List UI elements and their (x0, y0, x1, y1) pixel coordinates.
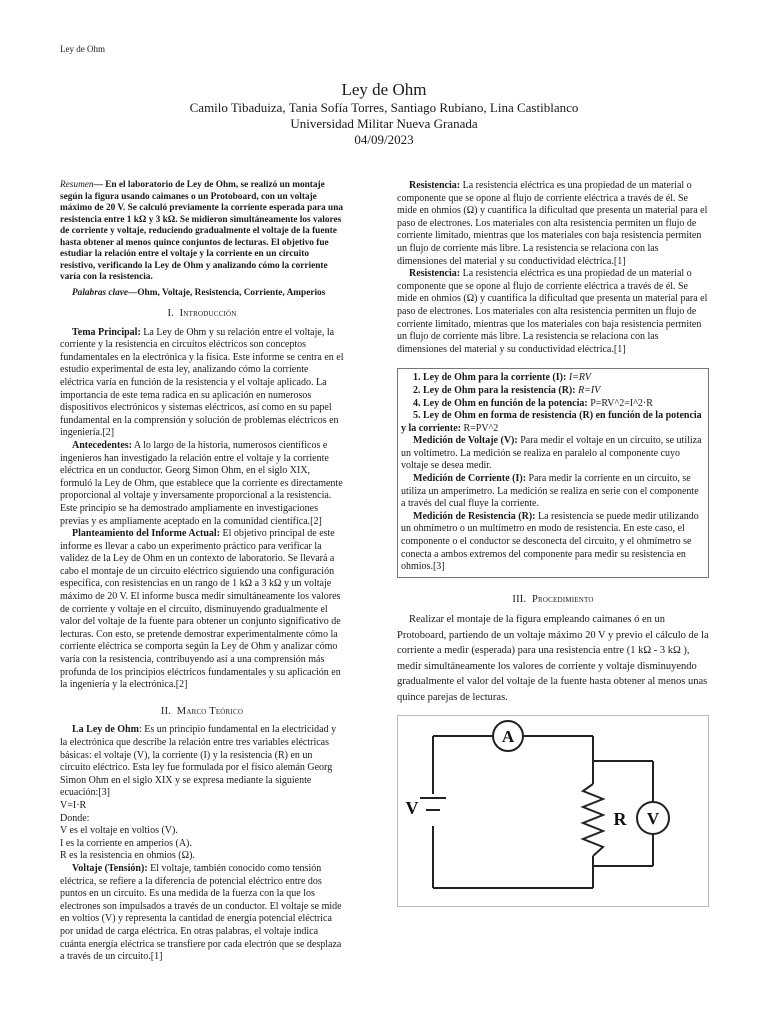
formula-4 (401, 410, 705, 435)
ammeter-label: A (501, 727, 515, 747)
formula-3 (401, 398, 705, 411)
formula-label: 2. Ley de Ohm para la resistencia (R): (413, 384, 576, 396)
paragraph-label: La Ley de Ohm (72, 724, 139, 736)
formula-value: P=RV^2=I^2·R (587, 397, 653, 409)
measurement-text: La resistencia se puede medir utilizando un ohmímetro o un multímetro en modo de resistencia. En este caso, el componente o el conductor se desconecta del circuito, y el ohmímetro se conecta a ambos extremos del componente para medir su resistencia en ohmios.[3] (401, 510, 699, 573)
right-column (397, 180, 709, 907)
section-number: III. (512, 593, 527, 605)
keywords-label: Palabras clave (72, 287, 129, 298)
i-definition: I es la corriente en amperios (A). (60, 837, 192, 849)
title-block (0, 80, 768, 148)
marco-paragraph-4 (397, 268, 709, 356)
formula-2 (401, 385, 705, 398)
date: 04/09/2023 (354, 132, 414, 147)
formula-label: 4. Ley de Ohm en función de la potencia: (413, 397, 588, 409)
donde-label: Donde: (60, 812, 90, 824)
paragraph-text: La resistencia eléctrica es una propiedad de un material o componente que se opone al flujo de corriente eléctrica a través de él. Se mide en ohmios (Ω) y cuantifica la dificultad que presenta un material para el paso de electrones. Los materiales con alta resistencia permiten un flujo de corriente limitado, mientras que los materiales con baja resistencia permiten un flujo de corriente más libre. La resistencia se relaciona con las dimensiones del material y su conductividad eléctrica.[1] (397, 180, 708, 267)
paragraph-label: Tema Principal: (72, 326, 141, 338)
marco-paragraph-3 (397, 180, 709, 268)
paragraph-label: Resistencia: (409, 268, 461, 280)
procedimiento-paragraph: Realizar el montaje de la figura empleando caimanes ó en un Protoboard, partiendo de un voltaje máximo 20 V y previo el cálculo de la corriente a medir (esperada) para una resistencia entre (1 kΩ - 3 kΩ ), medir simultáneamente los valores de corriente y voltaje disminuyendo gradualmente el valor del voltaje de la fuente hasta obtener al menos unas quince parejas de lecturas. (397, 614, 709, 703)
intro-paragraph-2 (60, 440, 344, 528)
paragraph-text: La resistencia eléctrica es una propiedad de un material o componente que se opone al flujo de corriente eléctrica a través de él. Se mide en ohmios (Ω) y cuantifica la dificultad que presenta un material para el paso de electrones. Los materiales con alta resistencia permiten un flujo de corriente limitado, mientras que los materiales con baja resistencia permiten un flujo de corriente más libre. La resistencia se relaciona con las dimensiones del material y su conductividad eléctrica.[1] (397, 268, 708, 355)
section-title: Introducción (179, 308, 237, 319)
authors: Camilo Tibaduiza, Tania Sofía Torres, Santiago Rubiano, Lina Castiblanco (189, 100, 579, 115)
paragraph-label: Planteamiento del Informe Actual: (72, 528, 221, 540)
abstract-dash: — (93, 180, 106, 190)
abstract-text: En el laboratorio de Ley de Ohm, se realizó un montaje según la figura usando caimanes o un Protoboard, con un voltaje máximo de 20 V. Se calculó previamente la corriente esperada para una resistencia entre 1 kΩ y 3 kΩ. Se midieron simultáneamente los valores de corriente y voltaje, reduciendo gradualmente el voltaje de la fuente hasta obtener al menos quince conjuntos de lecturas. El objetivo fue estudiar la relación entre el voltaje y la corriente en un circuito resistivo, verificando la Ley de Ohm y analizando cómo la corriente varía con la resistencia. (60, 180, 344, 282)
paragraph-label: Voltaje (Tensión): (72, 862, 148, 874)
abstract-label: Resumen (60, 180, 94, 190)
abstract (60, 180, 344, 284)
measurement-label: Medición de Voltaje (V): (413, 435, 518, 447)
formulas-box (397, 368, 709, 578)
paper-title: Ley de Ohm (341, 80, 427, 99)
paragraph-label: Antecedentes: (72, 439, 132, 451)
measurement-voltage (401, 435, 705, 473)
formula-1 (401, 372, 705, 385)
measurement-current (401, 473, 705, 511)
left-column (60, 180, 344, 964)
paragraph-text: El voltaje, también conocido como tensión eléctrica, se refiere a la diferencia de potencial eléctrico entre dos puntos en un circuito. Es una medida de la fuerza con la que los electrones son impulsados a través de un conductor. El voltaje se mide en voltios (V) y representa la cantidad de energía potencial eléctrica por unidad de carga eléctrica. En otras palabras, el voltaje indica cuánta energía eléctrica se transfiere por cada electrón que se desplaza a través de un circuito.[1] (60, 862, 342, 963)
formula-value: R=IV (575, 384, 601, 396)
formula-value: R=PV^2 (460, 422, 499, 434)
circuit-figure (397, 715, 709, 907)
circuit-diagram (398, 716, 708, 906)
measurement-resistance (401, 511, 705, 574)
formula-label: 5. Ley de Ohm en forma de resistencia (R) en función de la potencia y la corriente: (401, 410, 702, 434)
resistor-zigzag (583, 784, 603, 856)
formula-value: I=RV (566, 372, 591, 384)
section-title: Marco Teórico (176, 705, 244, 717)
section-title: Procedimiento (531, 593, 594, 605)
measurement-text: Para medir el voltaje en un circuito, se utiliza un voltímetro. La medición se realiza en paralelo al componente cuyo voltaje se desea medir. (401, 435, 702, 472)
measurement-text: Para medir la corriente en un circuito, se utiliza un amperímetro. La medición se realiza en serie con el componente a través del cual fluye la corriente. (401, 473, 699, 510)
paragraph-text: El objetivo principal de este informe es llevar a cabo un experimento práctico para verificar la validez de la Ley de Ohm en un contexto de laboratorio. Se llevará a cabo el montaje de un circuito eléctrico siguiendo una configuración específica, con resistencias en un rango de 1 kΩ a 3 kΩ y un voltaje máximo de 20 V. El informe busca medir simultáneamente los valores de corriente y voltaje en el circuito, disminuyendo gradualmente el valor del voltaje de la fuente para obtener un conjunto significativo de lecturas. Con esto, se pretende demostrar experimentalmente cómo la corriente eléctrica se comporta según la Ley de Ohm y analizar cómo varía con la resistencia, contribuyendo así a una comprensión más profunda de los principios eléctricos fundamentales y su aplicación en la ingeniería y la electrónica.[2] (60, 528, 341, 691)
section-heading-marco (60, 706, 344, 719)
voltmeter-label: V (646, 809, 660, 829)
section-number: II. (160, 705, 172, 717)
marco-paragraph-1 (60, 724, 344, 800)
paragraph-text: A lo largo de la historia, numerosos científicos e ingenieros han investigado la relación entre el voltaje y la corriente eléctrica en un conductor. Georg Simon Ohm, en el siglo XIX, formuló la Ley de Ohm, que establece que la corriente es directamente proporcional al voltaje y inversamente proporcional a la resistencia. Este principio se ha demostrado ampliamente en investigaciones previas y es ampliamente aceptado en la comunidad científica.[2] (60, 439, 343, 527)
formula-label: 1. Ley de Ohm para la corriente (I): (413, 372, 567, 384)
running-header: Ley de Ohm (60, 44, 105, 54)
measurement-label: Medición de Resistencia (R): (413, 510, 536, 522)
intro-paragraph-1 (60, 327, 344, 440)
section-heading-intro (60, 308, 344, 321)
resistor-label: R (613, 809, 627, 830)
intro-paragraph-3 (60, 528, 344, 692)
keywords (60, 288, 344, 300)
measurement-label: Medición de Corriente (I): (413, 473, 527, 485)
marco-paragraph-2 (60, 863, 344, 964)
section-number: I. (167, 308, 175, 319)
section-heading-procedimiento (397, 594, 709, 607)
keywords-text: —Ohm, Voltaje, Resistencia, Corriente, Amperios (128, 287, 326, 298)
paragraph-label: Resistencia: (409, 180, 461, 191)
r-definition: R es la resistencia en ohmios (Ω). (60, 850, 195, 862)
paragraph-text: : Es un principio fundamental en la electricidad y la electrónica que describe la relación entre tres variables eléctricas básicas: el voltaje (V), la corriente (I) y la resistencia (R) en un circuito eléctrico. Esta ley fue formulada por el físico alemán Georg Simon Ohm en el siglo XIX y se expresa mediante la siguiente ecuación:[3] (60, 724, 337, 799)
affiliation: Universidad Militar Nueva Granada (290, 116, 478, 131)
paragraph-text: La Ley de Ohm y su relación entre el voltaje, la corriente y la resistencia en circuitos eléctricos son conceptos fundamentales en la electrónica y la física. Este informe se centra en el estudio experimental de esta ley, analizando cómo la corriente eléctrica varía en función de la resistencia y el voltaje aplicado. La importancia de este tema radica en su aplicación en numerosos dispositivos electrónicos y sistemas eléctricos, así como en su papel fundamental en la comprensión y solución de problemas eléctricos en ingeniería.[2] (60, 326, 344, 439)
source-label: V (405, 798, 419, 819)
equation: V=I·R (60, 799, 87, 811)
v-definition: V es el voltaje en voltios (V). (60, 825, 178, 837)
